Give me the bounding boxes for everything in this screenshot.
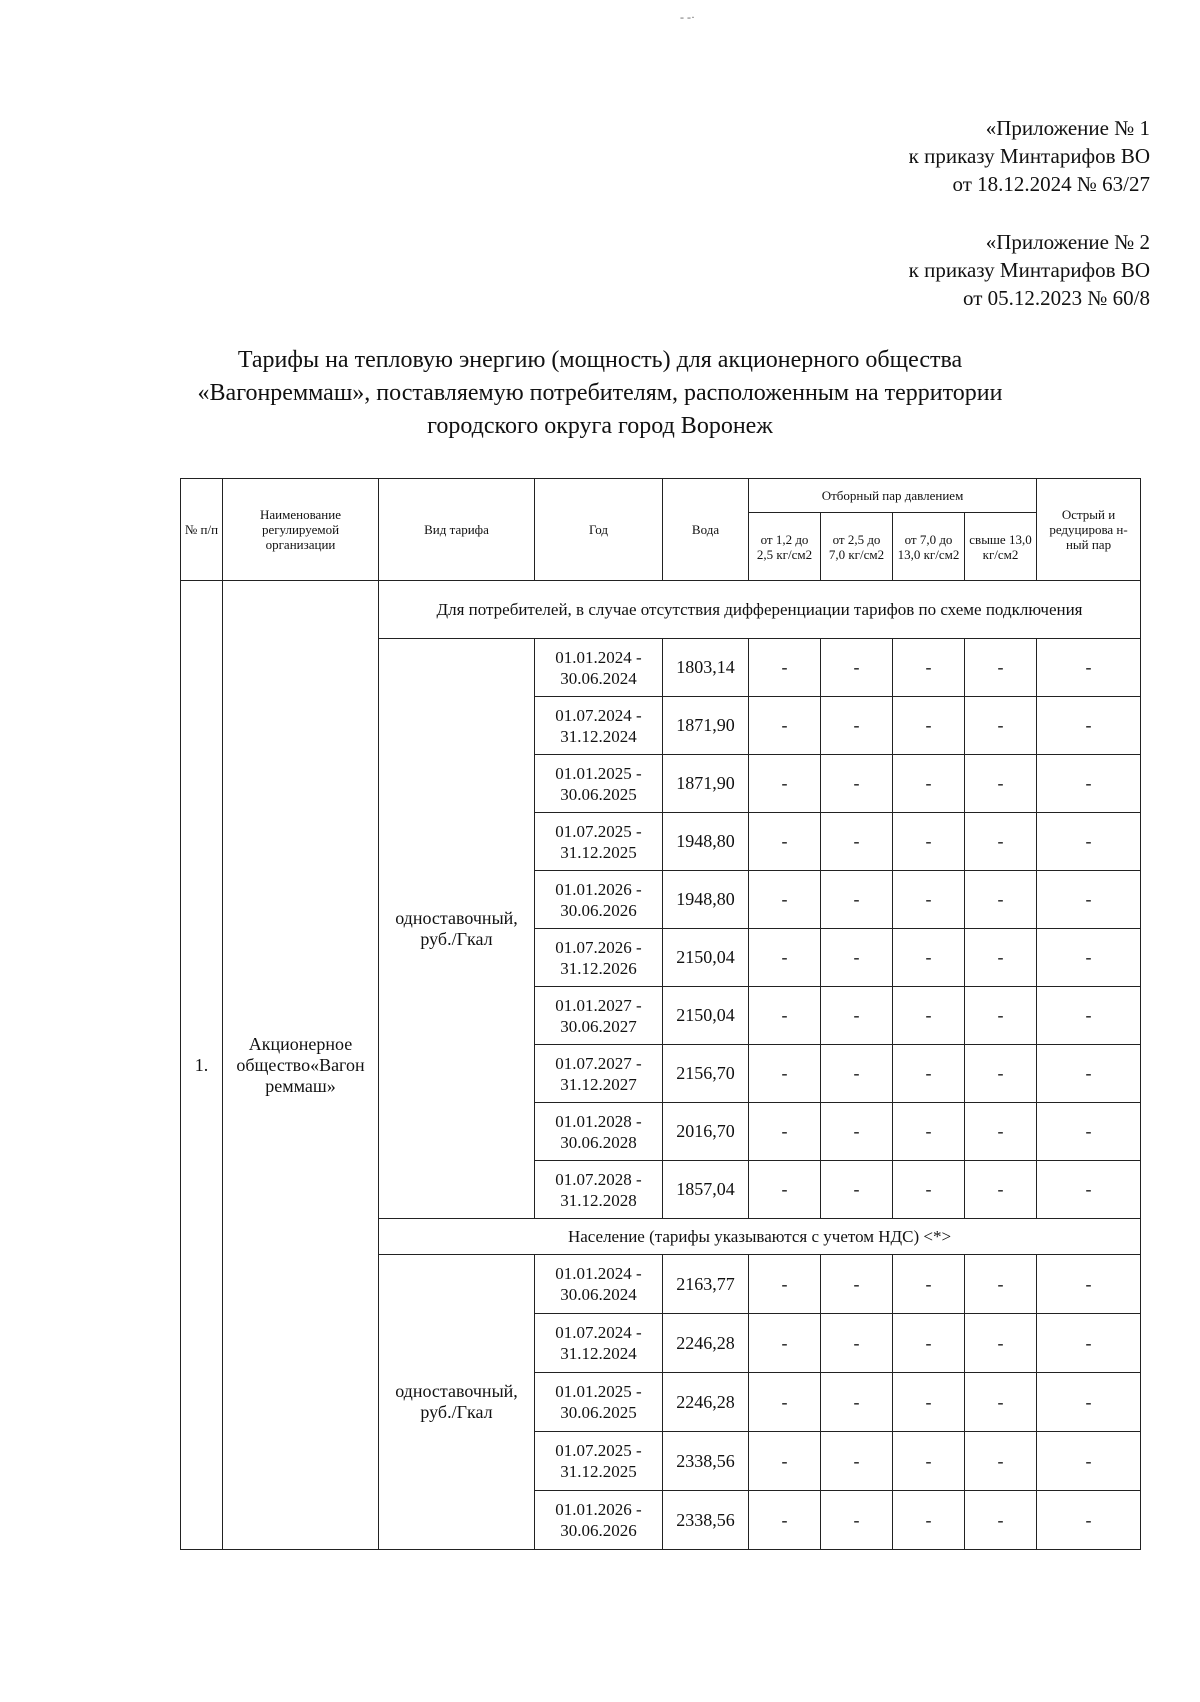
empty-value-cell: - xyxy=(893,1314,965,1373)
empty-value-cell: - xyxy=(965,639,1037,697)
empty-value-cell: - xyxy=(749,1103,821,1161)
water-tariff-cell: 2246,28 xyxy=(663,1314,749,1373)
period-cell: 01.07.2026 - 31.12.2026 xyxy=(535,929,663,987)
water-tariff-cell: 1857,04 xyxy=(663,1161,749,1219)
empty-value-cell: - xyxy=(893,813,965,871)
period-cell: 01.01.2028 - 30.06.2028 xyxy=(535,1103,663,1161)
water-tariff-cell: 1948,80 xyxy=(663,871,749,929)
empty-value-cell: - xyxy=(1037,871,1141,929)
empty-value-cell: - xyxy=(821,1103,893,1161)
empty-value-cell: - xyxy=(965,987,1037,1045)
title-line-3: городского округа город Воронеж xyxy=(427,413,773,439)
period-cell: 01.01.2026 - 30.06.2026 xyxy=(535,871,663,929)
title-line-2: «Вагонреммаш», поставляемую потребителям, расположенным на территории xyxy=(197,380,1003,406)
empty-value-cell: - xyxy=(749,929,821,987)
empty-value-cell: - xyxy=(821,1045,893,1103)
empty-value-cell: - xyxy=(1037,755,1141,813)
header-sharp-steam: Острый и редуцирова н- ный пар xyxy=(1037,479,1141,581)
water-tariff-cell: 2156,70 xyxy=(663,1045,749,1103)
water-tariff-cell: 2016,70 xyxy=(663,1103,749,1161)
empty-value-cell: - xyxy=(1037,813,1141,871)
water-tariff-cell: 2338,56 xyxy=(663,1491,749,1550)
header-tariff-type: Вид тарифа xyxy=(379,479,535,581)
empty-value-cell: - xyxy=(965,871,1037,929)
water-tariff-cell: 2338,56 xyxy=(663,1432,749,1491)
header-steam-4: свыше 13,0 кг/см2 xyxy=(965,513,1037,581)
header-year: Год xyxy=(535,479,663,581)
empty-value-cell: - xyxy=(893,929,965,987)
period-cell: 01.01.2024 - 30.06.2024 xyxy=(535,639,663,697)
empty-value-cell: - xyxy=(821,1255,893,1314)
header-water: Вода xyxy=(663,479,749,581)
empty-value-cell: - xyxy=(821,1373,893,1432)
empty-value-cell: - xyxy=(893,1255,965,1314)
section2-tariff-type: одноставочный, руб./Гкал xyxy=(379,1255,535,1550)
empty-value-cell: - xyxy=(965,755,1037,813)
empty-value-cell: - xyxy=(965,929,1037,987)
empty-value-cell: - xyxy=(749,755,821,813)
empty-value-cell: - xyxy=(965,1432,1037,1491)
empty-value-cell: - xyxy=(749,1314,821,1373)
empty-value-cell: - xyxy=(1037,1103,1141,1161)
empty-value-cell: - xyxy=(893,1491,965,1550)
water-tariff-cell: 2163,77 xyxy=(663,1255,749,1314)
annex-1-reference xyxy=(909,114,1150,198)
empty-value-cell: - xyxy=(821,639,893,697)
period-cell: 01.01.2024 - 30.06.2024 xyxy=(535,1255,663,1314)
empty-value-cell: - xyxy=(893,1432,965,1491)
empty-value-cell: - xyxy=(893,1045,965,1103)
empty-value-cell: - xyxy=(893,871,965,929)
empty-value-cell: - xyxy=(965,1103,1037,1161)
water-tariff-cell: 1871,90 xyxy=(663,755,749,813)
period-cell: 01.07.2025 - 31.12.2025 xyxy=(535,813,663,871)
empty-value-cell: - xyxy=(749,871,821,929)
annex-2-line-2: к приказу Минтарифов ВО xyxy=(908,258,1150,282)
header-org: Наименование регулируемой организации xyxy=(223,479,379,581)
empty-value-cell: - xyxy=(821,1491,893,1550)
annex-2-line-3: от 05.12.2023 № 60/8 xyxy=(962,286,1150,310)
empty-value-cell: - xyxy=(749,1432,821,1491)
empty-value-cell: - xyxy=(821,1314,893,1373)
annex-1-line-3: от 18.12.2024 № 63/27 xyxy=(952,172,1150,196)
empty-value-cell: - xyxy=(749,1373,821,1432)
empty-value-cell: - xyxy=(893,639,965,697)
section1-tariff-type: одноставочный, руб./Гкал xyxy=(379,639,535,1219)
empty-value-cell: - xyxy=(965,813,1037,871)
empty-value-cell: - xyxy=(1037,1045,1141,1103)
period-cell: 01.07.2024 - 31.12.2024 xyxy=(535,1314,663,1373)
period-cell: 01.07.2027 - 31.12.2027 xyxy=(535,1045,663,1103)
header-steam-1: от 1,2 до 2,5 кг/см2 xyxy=(749,513,821,581)
empty-value-cell: - xyxy=(821,929,893,987)
empty-value-cell: - xyxy=(821,1432,893,1491)
empty-value-cell: - xyxy=(893,1103,965,1161)
annex-1-line-2: к приказу Минтарифов ВО xyxy=(908,144,1150,168)
empty-value-cell: - xyxy=(893,1373,965,1432)
scan-marks: - -· xyxy=(680,10,695,24)
section1-caption: Для потребителей, в случае отсутствия дифференциации тарифов по схеме подключения xyxy=(379,581,1141,639)
empty-value-cell: - xyxy=(965,1161,1037,1219)
period-cell: 01.07.2025 - 31.12.2025 xyxy=(535,1432,663,1491)
empty-value-cell: - xyxy=(965,697,1037,755)
empty-value-cell: - xyxy=(1037,697,1141,755)
empty-value-cell: - xyxy=(821,987,893,1045)
period-cell: 01.07.2028 - 31.12.2028 xyxy=(535,1161,663,1219)
header-num: № п/п xyxy=(181,479,223,581)
period-cell: 01.07.2024 - 31.12.2024 xyxy=(535,697,663,755)
empty-value-cell: - xyxy=(749,1255,821,1314)
empty-value-cell: - xyxy=(1037,1255,1141,1314)
empty-value-cell: - xyxy=(1037,1161,1141,1219)
water-tariff-cell: 2246,28 xyxy=(663,1373,749,1432)
empty-value-cell: - xyxy=(1037,1432,1141,1491)
tariff-table xyxy=(180,478,1141,1550)
empty-value-cell: - xyxy=(749,697,821,755)
empty-value-cell: - xyxy=(965,1373,1037,1432)
empty-value-cell: - xyxy=(893,1161,965,1219)
empty-value-cell: - xyxy=(749,987,821,1045)
empty-value-cell: - xyxy=(821,697,893,755)
empty-value-cell: - xyxy=(965,1491,1037,1550)
organization-name: Акционерное общество«Вагон реммаш» xyxy=(223,581,379,1550)
document-title xyxy=(150,344,1050,443)
water-tariff-cell: 2150,04 xyxy=(663,987,749,1045)
empty-value-cell: - xyxy=(1037,1314,1141,1373)
section2-caption: Население (тарифы указываются с учетом НДС) <*> xyxy=(379,1219,1141,1255)
empty-value-cell: - xyxy=(1037,987,1141,1045)
empty-value-cell: - xyxy=(893,987,965,1045)
empty-value-cell: - xyxy=(965,1045,1037,1103)
empty-value-cell: - xyxy=(965,1255,1037,1314)
period-cell: 01.01.2027 - 30.06.2027 xyxy=(535,987,663,1045)
empty-value-cell: - xyxy=(821,1161,893,1219)
water-tariff-cell: 1871,90 xyxy=(663,697,749,755)
empty-value-cell: - xyxy=(1037,639,1141,697)
annex-2-reference xyxy=(909,228,1150,312)
empty-value-cell: - xyxy=(749,1045,821,1103)
empty-value-cell: - xyxy=(749,813,821,871)
annex-2-line-1: «Приложение № 2 xyxy=(985,230,1150,254)
empty-value-cell: - xyxy=(749,639,821,697)
water-tariff-cell: 2150,04 xyxy=(663,929,749,987)
water-tariff-cell: 1803,14 xyxy=(663,639,749,697)
period-cell: 01.01.2026 - 30.06.2026 xyxy=(535,1491,663,1550)
header-steam-2: от 2,5 до 7,0 кг/см2 xyxy=(821,513,893,581)
period-cell: 01.01.2025 - 30.06.2025 xyxy=(535,1373,663,1432)
empty-value-cell: - xyxy=(893,755,965,813)
section1-caption-row xyxy=(181,581,1141,639)
empty-value-cell: - xyxy=(749,1161,821,1219)
empty-value-cell: - xyxy=(821,755,893,813)
row-number: 1. xyxy=(181,581,223,1550)
empty-value-cell: - xyxy=(1037,1373,1141,1432)
period-cell: 01.01.2025 - 30.06.2025 xyxy=(535,755,663,813)
empty-value-cell: - xyxy=(821,871,893,929)
empty-value-cell: - xyxy=(893,697,965,755)
empty-value-cell: - xyxy=(749,1491,821,1550)
empty-value-cell: - xyxy=(821,813,893,871)
empty-value-cell: - xyxy=(1037,929,1141,987)
empty-value-cell: - xyxy=(965,1314,1037,1373)
empty-value-cell: - xyxy=(1037,1491,1141,1550)
header-steam-group: Отборный пар давлением xyxy=(749,479,1037,513)
title-line-1: Тарифы на тепловую энергию (мощность) для акционерного общества xyxy=(237,347,963,373)
water-tariff-cell: 1948,80 xyxy=(663,813,749,871)
annex-1-line-1: «Приложение № 1 xyxy=(985,116,1150,140)
header-steam-3: от 7,0 до 13,0 кг/см2 xyxy=(893,513,965,581)
